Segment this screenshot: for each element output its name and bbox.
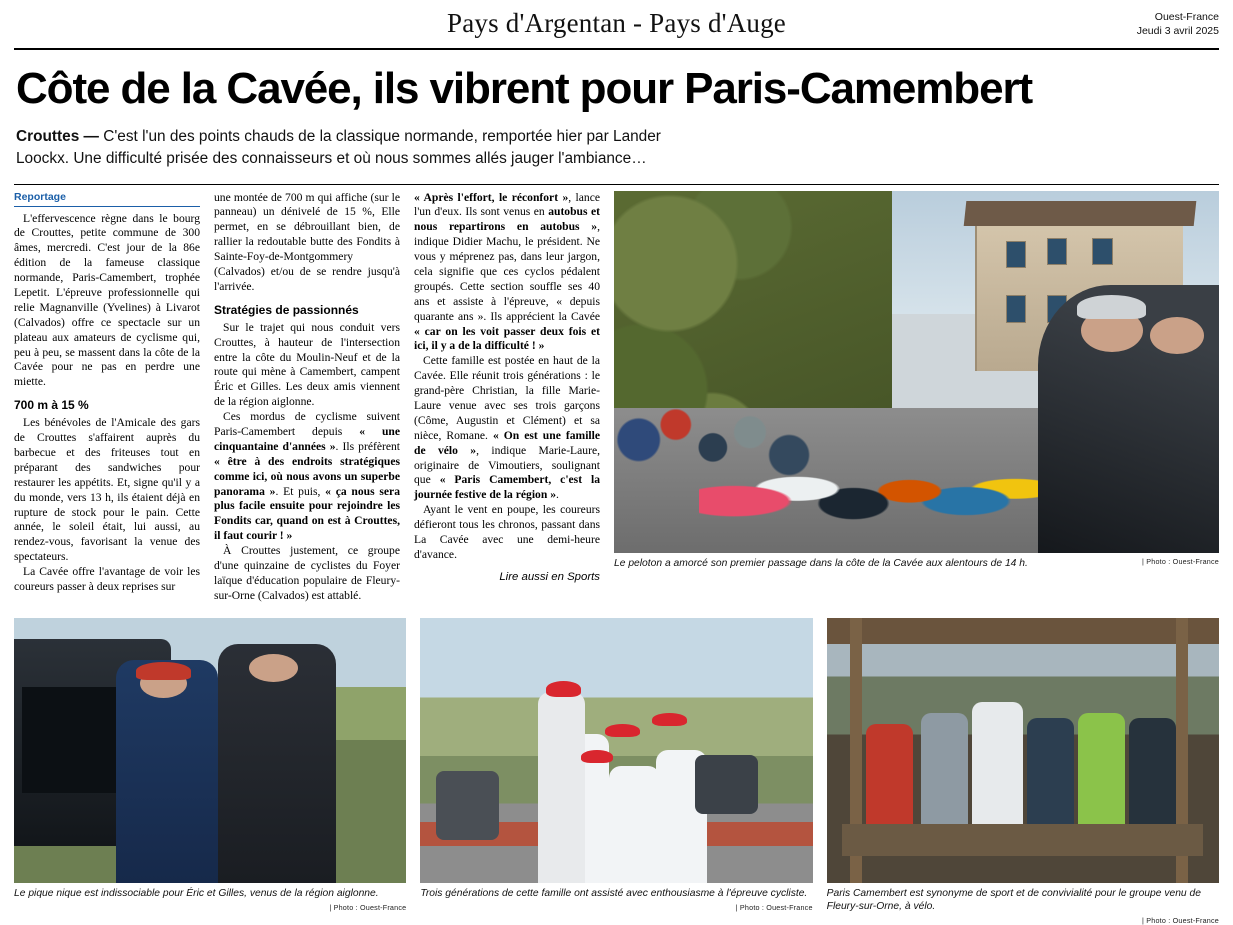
masthead-meta	[1137, 10, 1219, 38]
quote: « depuis quarante ans »	[414, 294, 600, 323]
subheading-stats: 700 m à 15 %	[14, 398, 89, 413]
paragraph: Les bénévoles de l'Amicale des gars de Crouttes s'affairent auprès du barbecue et des friteuses tout en préparant des sandwiches pour restaurer les appétits. Et, signe qu'il y a du monde, vers 13 h, ils étaient déjà en rupture de stock pour le pain. Cette année, le soleil était, lui aussi, au rendez-vous, favorisant la venue des spectateurs.	[14, 416, 200, 564]
text-fragment: Ces mordus de cyclisme suivent Paris-Camembert depuis	[214, 410, 400, 438]
paragraph: Ayant le vent en poupe, les coureurs défieront tous les chronos, passant dans La Cavée avec une demi-heure d'avance.	[414, 503, 600, 561]
photo-caption: Le pique nique est indissociable pour Éric et Gilles, venus de la région aiglonne.	[14, 887, 379, 899]
photo-credit: | Photo : Ouest-France	[1142, 556, 1219, 566]
text-fragment: . Ils préfèrent	[335, 439, 400, 453]
masthead	[14, 0, 1219, 46]
see-also-link[interactable]: Lire aussi en Sports	[499, 570, 600, 583]
paragraph-with-quotes	[414, 191, 600, 355]
photo-caption: Trois générations de cette famille ont assisté avec enthousiasme à l'épreuve cycliste.	[420, 887, 808, 899]
photo-credit: | Photo : Ouest-France	[1142, 916, 1219, 925]
paragraph: À Crouttes justement, ce groupe d'une quinzaine de cyclistes du Foyer laïque d'éducation populaire de Fleury-sur-Orne (Calvados) est attablé.	[214, 544, 400, 602]
paragraph-with-quotes	[414, 354, 600, 503]
text-fragment: , indique Didier Machu, le président. Ne vous y méprenez pas, dans leur jargon, cela signifie que ces cyclos pédalent groupés. Cette section souffle ses 40 ans et assiste à l'épreuve,	[414, 220, 600, 308]
photo-block-right	[827, 618, 1219, 925]
quote: « ça nous sera plus facile ensuite pour rejoindre les Fondits car, quand on est à Crouttes, il faut courir ! »	[214, 484, 400, 543]
text-column-1	[14, 191, 200, 604]
photo-group-table	[827, 618, 1219, 883]
text-fragment: Cette famille est postée en haut de la Cavée. Elle réunit trois générations : le grand-père Christian, la fille Marie-Laure venue avec ses trois garçons (Côme, Augustin et Clément) et sa nièce, Romane.	[414, 354, 600, 442]
photo-block-left	[14, 618, 406, 925]
photo-block-middle	[420, 618, 812, 925]
publication-date: Jeudi 3 avril 2025	[1136, 25, 1219, 38]
paragraph: L'effervescence règne dans le bourg de Crouttes, petite commune de 300 âmes, mercredi. C'est jour de la 86e édition de la fameuse classique normande, Paris-Camembert, trophée Lepetit. L'épreuve professionnelle qui relie Magnanville (Yvelines) à Livarot (Calvados) offre ce spectacle sur un plateau aux amateurs de cyclisme qui, peu à peu, se massent dans la côte de la Cavée pour ne pas en perdre une miette.	[14, 211, 200, 389]
quote: « On est une famille de vélo »	[414, 428, 601, 457]
masthead-rule	[14, 48, 1219, 50]
photo-caption: Paris Camembert est synonyme de sport et de convivialité pour le groupe venu de Fleury-sur-Orne, à vélo.	[826, 887, 1201, 913]
page-title: Côte de la Cavée, ils vibrent pour Paris-Camembert	[16, 64, 1033, 113]
text-fragment: .	[556, 488, 559, 502]
paragraph-with-quotes	[214, 410, 400, 544]
quote: « Paris Camembert, c'est la journée festive de la région »	[414, 473, 601, 502]
text-fragment: . Et puis,	[275, 484, 326, 498]
quote: « car on les voit passer deux fois et ici, il y a de la difficulté ! »	[414, 324, 600, 353]
section-title: Pays d'Argentan - Pays d'Auge	[447, 8, 786, 38]
section-label: Reportage	[14, 191, 200, 207]
text-fragment: . Ils apprécient la Cavée	[483, 309, 600, 323]
text-column-2	[214, 191, 400, 604]
quote: autobus et nous repartirons en autobus »	[414, 205, 600, 234]
quote: « Après l'effort, le réconfort »	[414, 190, 569, 204]
photo-credit: | Photo : Ouest-France	[329, 903, 407, 913]
subheading-strategies: Stratégies de passionnés	[214, 302, 359, 317]
bottom-photo-row	[14, 618, 1219, 925]
hero-photo	[614, 191, 1219, 553]
paragraph: Sur le trajet qui nous conduit vers Crouttes, à hauteur de l'intersection entre la côte du Moulin-Neuf et de la route qui mène à Camembert, campent Éric et Gilles. Les deux amis viennent de la région aiglonne.	[214, 320, 400, 409]
paragraph: La Cavée offre l'avantage de voir les coureurs passer à deux reprises sur	[14, 565, 200, 593]
text-fragment: , lance l'un d'eux. Ils sont venus en	[414, 190, 600, 219]
text-column-3	[414, 191, 600, 604]
photo-picnic	[14, 618, 406, 883]
headline-rule	[14, 184, 1219, 185]
dateline: Crouttes —	[16, 127, 99, 145]
text-fragment: , indique Marie-Laure, originaire de Vimoutiers, soulignant que	[414, 443, 600, 487]
photo-caption: Le peloton a amorcé son premier passage dans la côte de la Cavée aux alentours de 14 h.	[614, 557, 1028, 569]
hero-caption-row	[614, 557, 1219, 570]
standfirst-text: C'est l'un des points chauds de la classique normande, remportée hier par Lander Loockx. Une difficulté prisée des connaisseurs et où nous sommes allés jauger l'ambiance…	[16, 127, 661, 167]
paper-name: Ouest-France	[1154, 11, 1219, 23]
quote: « une cinquantaine d'années »	[214, 424, 400, 453]
article-body	[14, 191, 1219, 604]
photo-credit: | Photo : Ouest-France	[735, 903, 813, 913]
quote: « être à des endroits stratégiques comme ici, où nous avons un superbe panorama »	[214, 454, 400, 498]
paragraph: une montée de 700 m qui affiche (sur le panneau) un dénivelé de 15 %, Elle permet, en se débrouillant bien, de rallier la redoutable butte des Fondits à Sainte-Foy-de-Montgommery (Calvados) et/ou de se rendre jusqu'à l'arrivée.	[214, 190, 400, 293]
hero-photo-block	[614, 191, 1219, 604]
photo-family	[420, 618, 812, 883]
standfirst	[16, 126, 716, 170]
